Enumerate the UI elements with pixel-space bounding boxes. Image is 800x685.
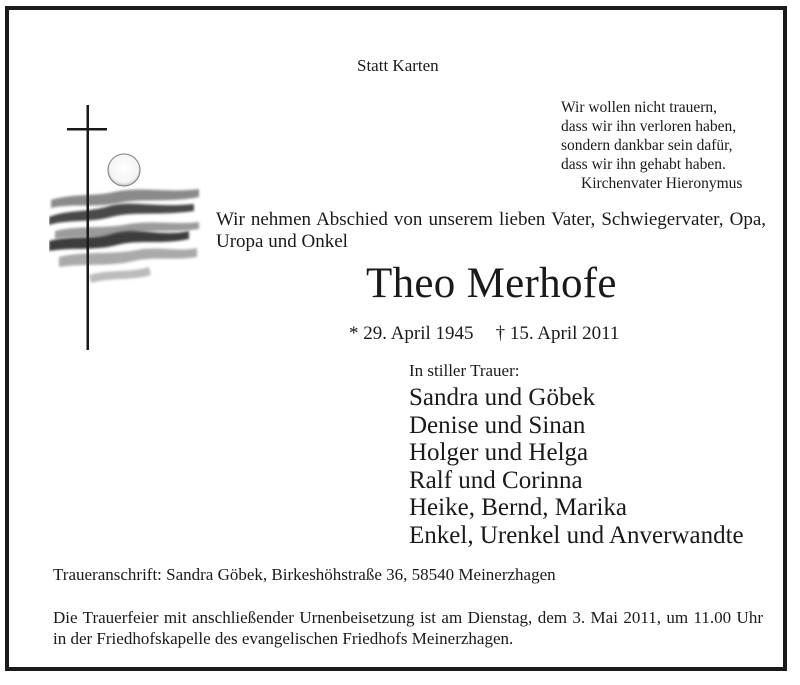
- mourner-entry: Ralf und Corinna: [409, 466, 583, 494]
- quote-author: Kirchenvater Hieronymus: [581, 175, 743, 192]
- mourning-label: In stiller Trauer:: [409, 361, 520, 380]
- quote-block: [561, 98, 742, 193]
- birth-date: * 29. April 1945: [349, 323, 474, 344]
- mourner-entry: Heike, Bernd, Marika: [409, 494, 627, 521]
- mourner-entry: Sandra und Göbek: [409, 384, 596, 411]
- mourning-address: Traueranschrift: Sandra Göbek, Birkeshöhstraße 36, 58540 Meinerzhagen: [53, 565, 556, 584]
- sun-icon: [108, 154, 140, 186]
- quote-line: Wir wollen nicht trauern,: [561, 99, 718, 116]
- landscape-icon: [49, 189, 199, 283]
- quote-line: dass wir ihn gehabt haben.: [561, 156, 726, 173]
- mourner-entry: Holger und Helga: [409, 439, 589, 466]
- notice-header: Statt Karten: [357, 56, 439, 75]
- mourners-list: [409, 384, 744, 549]
- intro-text: Wir nehmen Abschied von unserem lieben Vater, Schwiegervater, Opa, Uropa und Onkel: [216, 209, 766, 252]
- obituary-notice: [5, 6, 787, 671]
- mourner-entry: Enkel, Urenkel und Anverwandte: [409, 521, 744, 549]
- life-dates: [349, 323, 619, 345]
- deceased-name: Theo Merhofe: [366, 260, 617, 307]
- mourner-entry: Denise und Sinan: [409, 411, 586, 439]
- cross-icon: [49, 105, 209, 360]
- death-date: † 15. April 2011: [495, 323, 620, 344]
- quote-line: dass wir ihn verloren haben,: [561, 118, 737, 135]
- ceremony-text: Die Trauerfeier mit anschließender Urnenbeisetzung ist am Dienstag, dem 3. Mai 2011, um 11.00 Uhr in der Friedhofskapelle des evangelischen Friedhofs Meinerzhagen.: [53, 608, 763, 648]
- quote-line: sondern dankbar sein dafür,: [561, 137, 733, 154]
